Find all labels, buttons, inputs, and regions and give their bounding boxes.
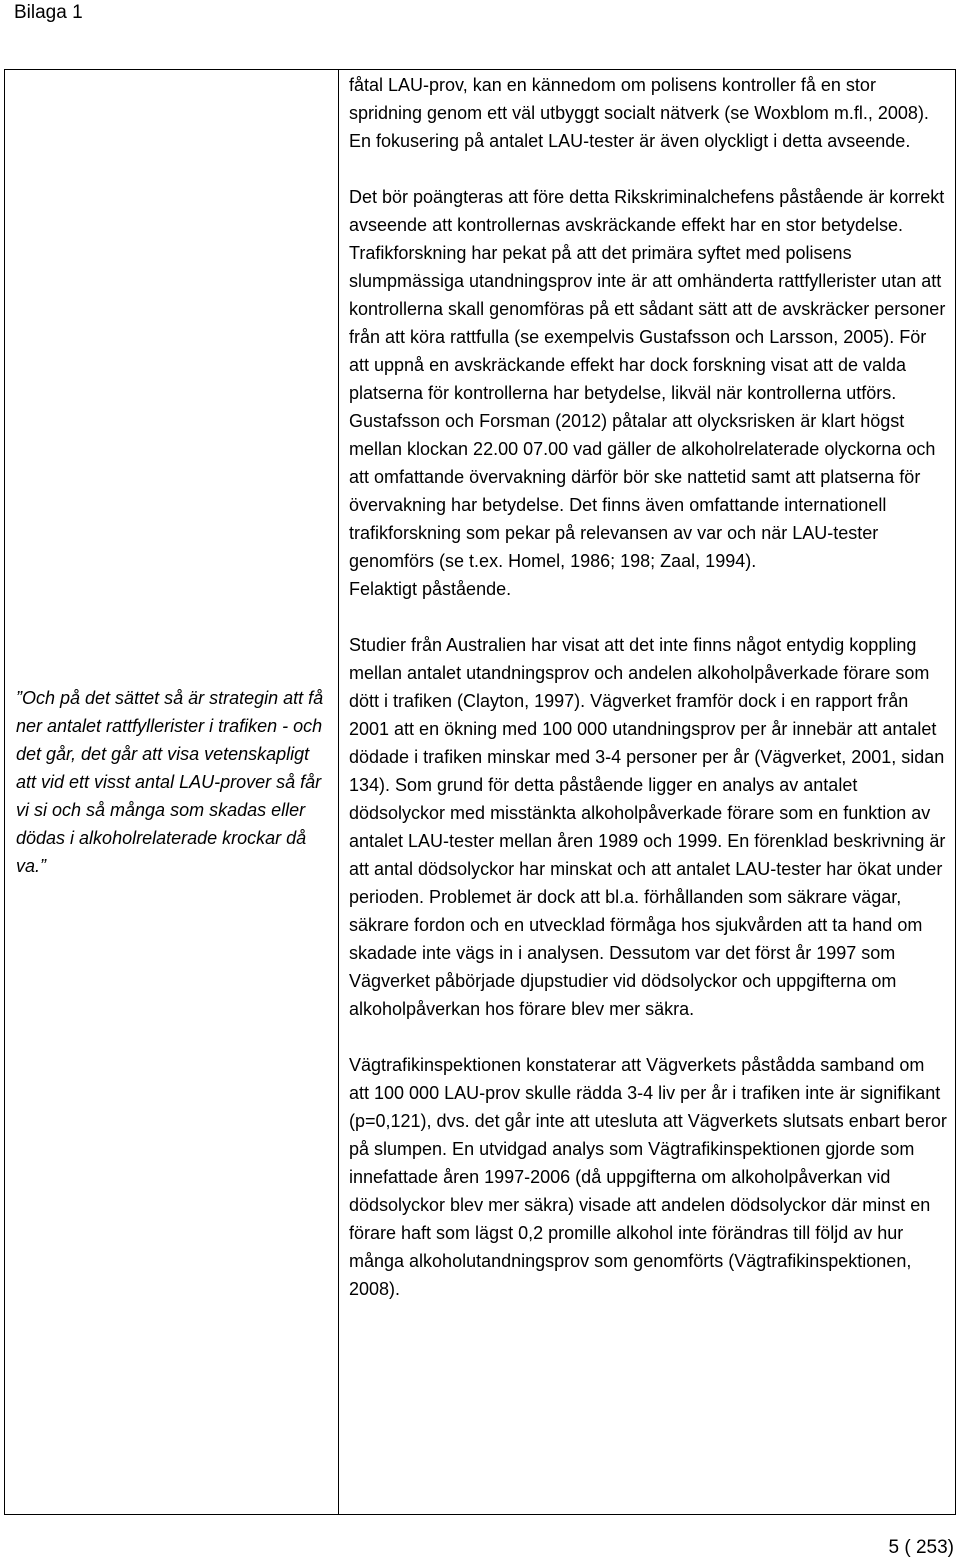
page-header: Bilaga 1: [14, 2, 83, 23]
right-column: [349, 71, 949, 1303]
paragraph-1: fåtal LAU-prov, kan en kännedom om polisens kontroller få en stor spridning genom ett väl utbyggt socialt nätverk (se Woxblom m.fl., 2008). En fokusering på antalet LAU-tester är även olyckligt i detta avseende.: [349, 75, 929, 151]
content-table: [4, 69, 956, 1515]
column-divider: [338, 70, 339, 1514]
paragraph-3: Felaktigt påstående.: [349, 579, 512, 599]
left-column: [16, 684, 326, 880]
paragraph-5: Vägtrafikinspektionen konstaterar att Vägverkets påstådda samband om att 100 000 LAU-prov skulle rädda 3-4 liv per år i trafiken inte är signifikant (p=0,121), dvs. det går inte att utesluta att Vägverkets slutsats enbart beror på slumpen. En utvidgad analys som Vägtrafikinspektionen gjorde som innefattade åren 1997-2006 (då uppgifterna om alkoholpåverkan vid dödsolyckor blev mer säkra) visade att andelen dödsolyckor där minst en förare haft som lägst 0,2 promille alkohol inte förändras till följd av hur många alkoholutandningsprov som genomförts (Vägtrafikinspektionen, 2008).: [349, 1055, 947, 1299]
paragraph-2: Det bör poängteras att före detta Rikskriminalchefens påstående är korrekt avseende att kontrollernas avskräckande effekt har en stor betydelse. Trafikforskning har pekat på att det primära syftet med polisens slumpmässiga utandningsprov inte är att omhänderta rattfyllerister utan att kontrollerna skall genomföras på ett sådant sätt att de avskräcker personer från att köra rattfulla (se exempelvis Gustafsson och Larsson, 2005). För att uppnå en avskräckande effekt har dock forskning visat att de valda platserna för kontrollerna har betydelse, likväl när kontrollerna utförs. Gustafsson och Forsman (2012) påtalar att olycksrisken är klart högst mellan klockan 22.00 07.00 vad gäller de alkoholrelaterade olyckorna och att omfattande övervakning därför bör ske nattetid samt att platserna för övervakning har betydelse. Det finns även omfattande internationell trafikforskning som pekar på relevansen av var och när LAU-tester genomförs (se t.ex. Homel, 1986; 198; Zaal, 1994).: [349, 187, 946, 571]
page-number: 5 ( 253): [888, 1537, 954, 1558]
paragraph-4: Studier från Australien har visat att det inte finns något entydig koppling mellan antalet utandningsprov och andelen alkoholpåverkade förare som dött i trafiken (Clayton, 1997). Vägverket framför dock i en rapport från 2001 att en ökning med 100 000 utandningsprov per år innebär att antalet dödade i trafiken minskar med 3-4 personer per år (Vägverket, 2001, sidan 134). Som grund för detta påstående ligger en analys av antalet dödsolyckor med misstänkta alkoholpåverkade förare som en funktion av antalet LAU-tester mellan åren 1989 och 1999. En förenklad beskrivning är att antal dödsolyckor har minskat och att antalet LAU-tester har ökat under perioden. Problemet är dock att bl.a. förhållanden som säkrare vägar, säkrare fordon och en utvecklad förmåga hos sjukvården att ta hand om skadade inte vägs in i analysen. Dessutom var det först år 1997 som Vägverket påbörjade djupstudier vid dödsolyckor och uppgifterna om alkoholpåverkan hos förare blev mer säkra.: [349, 635, 946, 1019]
quote-text: ”Och på det sättet så är strategin att få ner antalet rattfyllerister i trafiken - och det går, det går att visa vetenskapligt att vid ett visst antal LAU-prover så får vi si och så många som skadas eller dödas i alkoholrelaterade krockar då va.”: [16, 688, 324, 876]
